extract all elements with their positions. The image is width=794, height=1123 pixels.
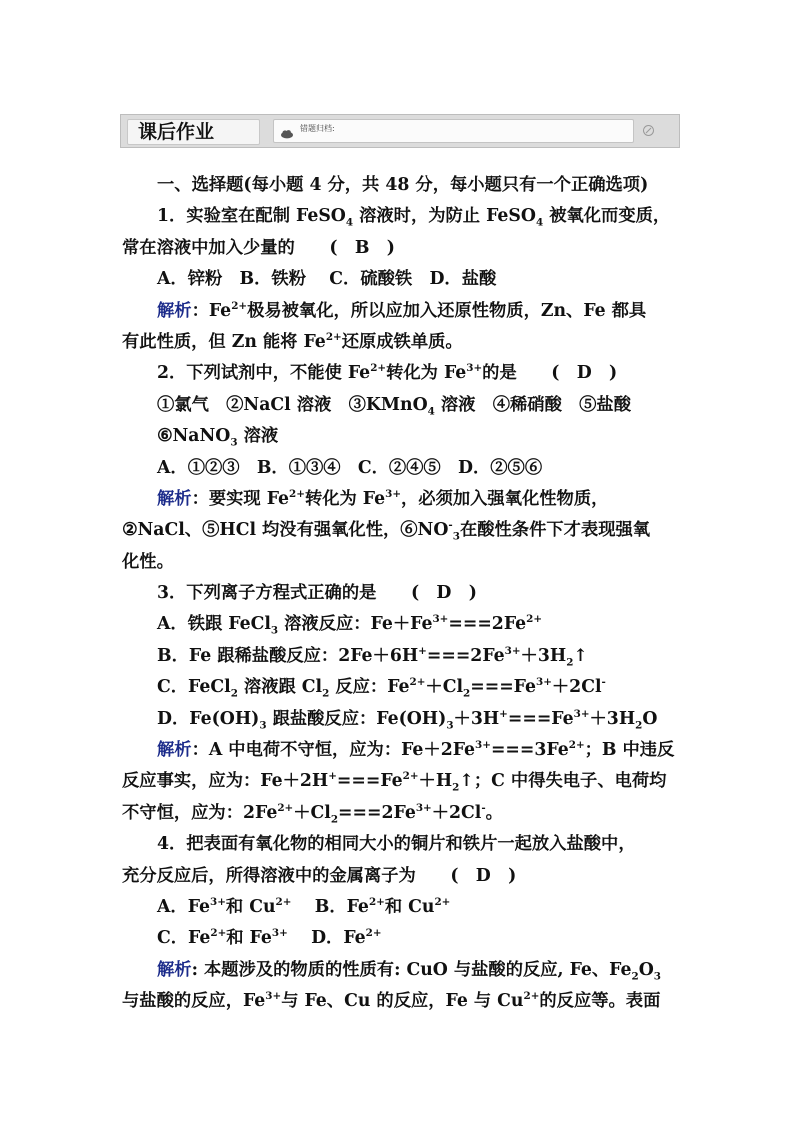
question-3-option-b: B．Fe 跟稀盐酸反应：$2Fe+6H^+===2Fe^{3+}+3H_2↑$ [157, 645, 588, 669]
question-4-stem: 4．把表面有氧化物的相同大小的铜片和铁片一起放入盐酸中， [157, 834, 636, 855]
question-3-option-a: A．铁跟 FeCl$_3$ 溶液反应：$Fe+Fe^{3+}===2Fe^{2+}$ [157, 613, 543, 637]
question-3-analysis-end: 不守恒，应为：$2Fe^{2+}+Cl_2===2Fe^{3+}+2Cl^-$。 [122, 802, 503, 826]
question-3-analysis: 解析：A 中电荷不守恒，应为：$Fe+2Fe^{3+}===3Fe^{2+}$；B 中违反 [157, 739, 675, 761]
analysis-label: 解析 [157, 959, 192, 980]
question-1-options: A．锌粉 B．铁粉 C．硫酸铁 D．盐酸 [157, 269, 497, 290]
question-3-stem: 3．下列离子方程式正确的是 ( D ) [157, 583, 477, 604]
question-2-analysis-cont: ②NaCl、⑤HCl 均没有强氧化性，$⑥NO^-_3$在酸性条件下才表现强氧 [122, 519, 651, 543]
archive-label: 错题归档: [300, 124, 335, 133]
wrong-question-archive-field[interactable] [273, 119, 634, 143]
analysis-label: 解析 [157, 740, 192, 761]
question-4-options-cd: C．$Fe^{2+}$和 $Fe^{3+}$ D．$Fe^{2+}$ [157, 927, 382, 949]
analysis-label: 解析 [157, 300, 192, 321]
question-2-analysis-end: 化性。 [122, 551, 174, 572]
question-3-analysis-cont: 反应事实，应为：$Fe+2H^+===Fe^{2+}+H_2↑$；C 中得失电子、电荷均 [122, 770, 667, 794]
question-2-reagents-cont: ⑥NaNO$_3$ 溶液 [157, 426, 279, 449]
section-title: 课后作业 [127, 119, 260, 145]
question-2-analysis: 解析：要实现 $Fe^{2+}$转化为 $Fe^{3+}$，必须加入强氧化性物质， [157, 488, 609, 509]
section-heading: 一、选择题(每小题 4 分，共 48 分，每小题只有一个正确选项) [157, 175, 649, 195]
question-3-option-d: D．$Fe(OH)_3$ 跟盐酸反应：$Fe(OH)_3+3H^+===Fe^{3+}+3H_2O$ [157, 707, 658, 732]
question-4-stem-cont: 充分反应后，所得溶液中的金属离子为 ( D ) [122, 865, 517, 886]
cloud-icon [280, 124, 294, 143]
question-1-analysis-cont: 有此性质，但 Zn 能将 $Fe^{2+}$还原成铁单质。 [122, 331, 463, 352]
clear-icon[interactable] [643, 125, 654, 136]
question-4-analysis-cont: 与盐酸的反应，$Fe^{3+}$与 Fe、Cu 的反应，Fe 与 $Cu^{2+}$的反应等。表面 [122, 990, 661, 1012]
analysis-label: 解析 [157, 488, 192, 509]
question-1-stem-cont: 常在溶液中加入少量的 ( B ) [122, 237, 395, 258]
question-1-stem: 1．实验室在配制 FeSO$_4$ 溶液时，为防止 FeSO$_4$ 被氧化而变质， [157, 206, 671, 229]
question-2-reagents: ①氯气 ②NaCl 溶液 ③KMnO$_4$ 溶液 ④稀硝酸 ⑤盐酸 [157, 394, 631, 418]
question-4-analysis: 解析: 本题涉及的物质的性质有: CuO 与盐酸的反应, Fe、$Fe_2O_3$ [157, 959, 661, 983]
header-bar [120, 114, 680, 148]
question-2-stem: 2．下列试剂中，不能使 $Fe^{2+}$转化为 $Fe^{3+}$的是 ( D ) [157, 362, 618, 384]
question-1-analysis: 解析：$Fe^{2+}$极易被氧化，所以应加入还原性物质，Zn、Fe 都具 [157, 299, 647, 321]
question-2-options: A．①②③ B．①③④ C．②④⑤ D．②⑤⑥ [157, 457, 543, 478]
exercise-content [122, 170, 678, 1018]
question-3-option-c: C．FeCl$_2$ 溶液跟 $Cl_2$ 反应：$Fe^{2+}+Cl_2===Fe^{3+}+2Cl^-$ [157, 676, 606, 700]
question-4-options-ab: A．$Fe^{3+}$和 $Cu^{2+}$ B．$Fe^{2+}$和 $Cu^{2+}$ [157, 896, 451, 917]
